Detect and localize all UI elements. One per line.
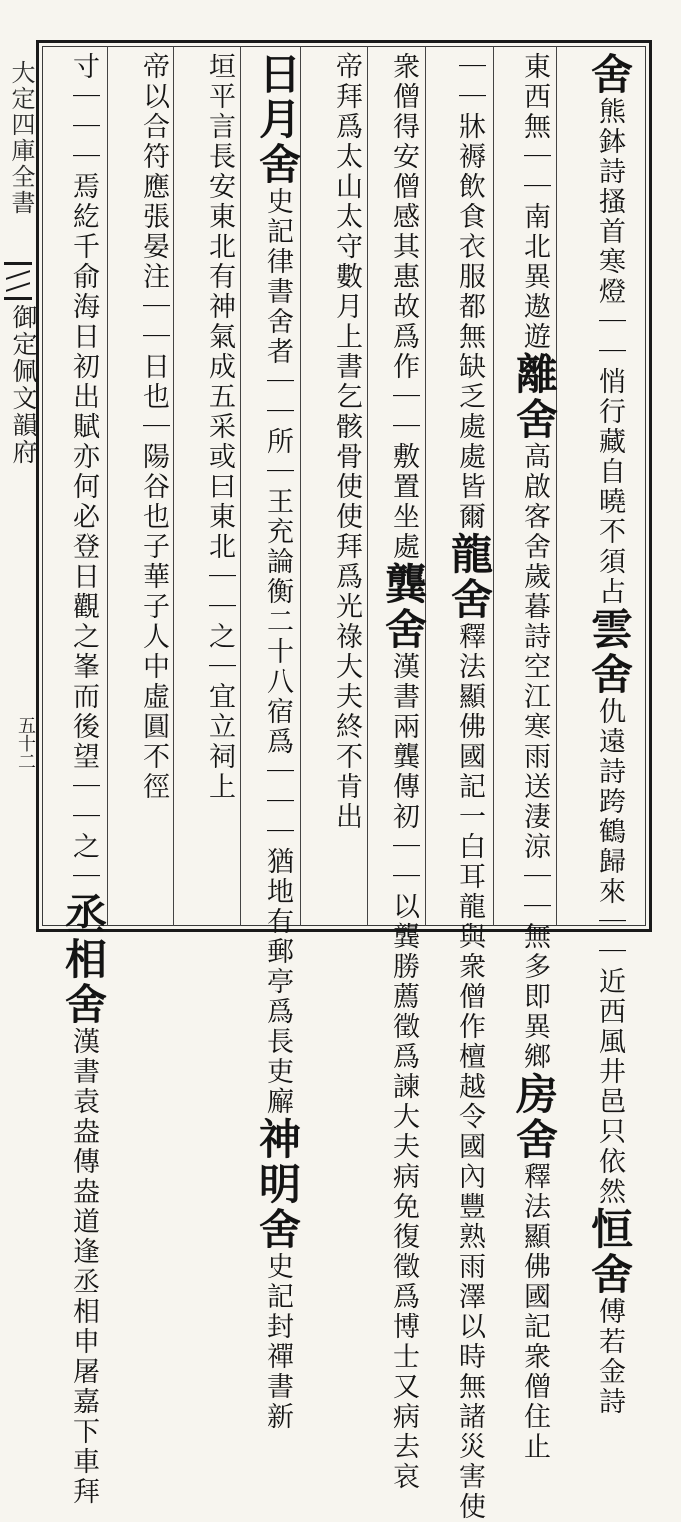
entry-text: 仇遠詩跨鶴歸來｜｜近西風井邑只依然 [594, 697, 625, 1207]
entry-headword: 房舍 [510, 1072, 559, 1162]
entry-text: 熊鉢詩搔首寒燈｜｜悄行藏自曉不須占 [594, 97, 625, 607]
entry-text: ｜｜牀褥飲食衣服都無缺乏處處皆爾 [454, 52, 485, 532]
entry-text: 高啟客舍歲暮詩空江寒雨送淒涼｜｜無多即異鄉 [519, 442, 550, 1072]
column-rule [367, 46, 368, 926]
entry-headword: 離舍 [510, 352, 559, 442]
text-column [497, 52, 559, 1462]
column-rule [493, 46, 494, 926]
margin-series-title: 大定四庫全書 [7, 60, 35, 216]
entry-text: 史記封禪書新 [262, 1252, 293, 1432]
text-column [46, 52, 108, 1507]
entry-headword: 日月舍 [253, 52, 302, 187]
fish-tail-mark-icon [4, 262, 32, 300]
entry-text: 史記律書舍者｜｜所｜王充論衡二十八宿爲｜｜｜猶地有郵亭爲長吏廨 [262, 187, 293, 1117]
entry-text: 漢書兩龔傳初｜｜以龔勝薦徵爲諫大夫病免復徵爲博士又病去哀 [388, 652, 419, 1492]
entry-text: 寸｜｜｜焉紇千俞海日初出賦亦何必登日觀之峯而後望｜｜之｜ [68, 52, 99, 892]
entry-text: 傅若金詩 [594, 1297, 625, 1417]
column-rule [240, 46, 241, 926]
page-number: 五十二 [15, 716, 36, 770]
entry-text: 帝拜爲太山太守數月上書乞骸骨使使拜爲光祿大夫終不肯出 [331, 52, 362, 832]
column-rule [107, 46, 108, 926]
entry-headword: 龔舍 [379, 562, 428, 652]
column-rule [173, 46, 174, 926]
entry-text: 漢書袁盎傳盎道逢丞相申屠嘉下車拜 [68, 1027, 99, 1507]
margin-book-title: 御定佩文韻府 [9, 304, 38, 466]
entry-text: 垣平言長安東北有神氣成五采或曰東北｜｜之｜宜立祠上 [204, 52, 235, 802]
text-column [370, 52, 428, 1492]
text-column [430, 52, 494, 1522]
entry-headword: 丞相舍 [59, 892, 108, 1027]
entry-headword: 龍舍 [445, 532, 494, 622]
entry-text: 東西無｜｜南北異遨遊 [519, 52, 550, 352]
entry-headword: 神明舍 [253, 1117, 302, 1252]
text-column [111, 52, 173, 920]
entry-headword: 雲舍 [585, 607, 634, 697]
text-column [560, 52, 634, 1417]
entry-headword: 舍 [585, 52, 634, 97]
text-column [244, 52, 302, 1432]
entry-text: 衆僧得安僧感其惠故爲作｜｜敷置坐處 [388, 52, 419, 562]
entry-text: 釋法顯佛國記衆僧住止 [519, 1162, 550, 1462]
entry-text: 釋法顯佛國記一白耳龍與衆僧作檀越令國內豐熟雨澤以時無諸災害使 [454, 622, 485, 1522]
text-column [177, 52, 239, 920]
text-column [304, 52, 366, 920]
entry-headword: 恒舍 [585, 1207, 634, 1297]
entry-text: 帝以合符應張晏注｜｜日也｜陽谷也子華子人中虛圓不徑 [138, 52, 169, 802]
